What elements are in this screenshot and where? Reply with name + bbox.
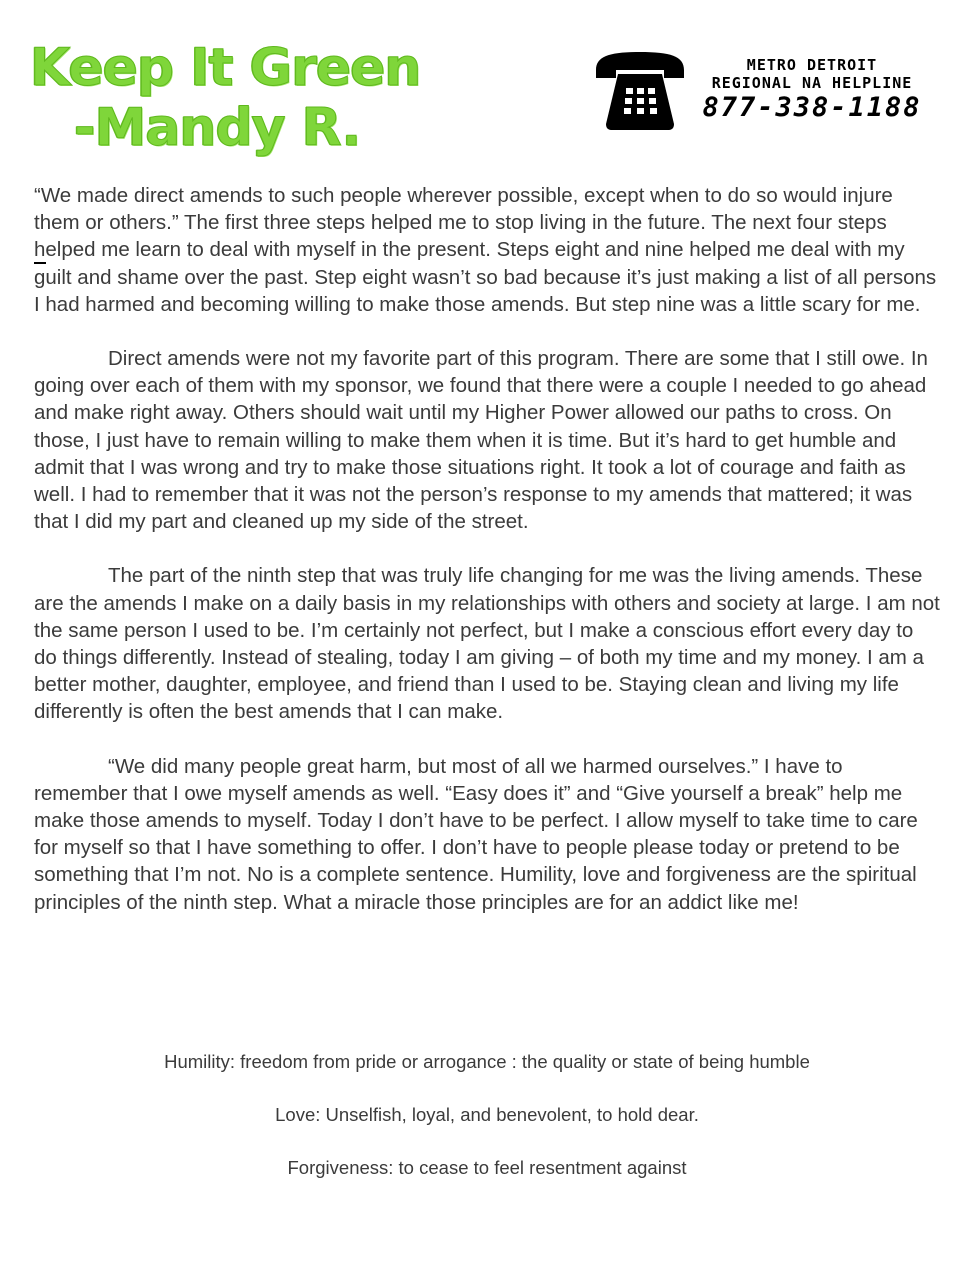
definitions-list (34, 1048, 940, 1207)
title-author: -Mandy R. (74, 98, 361, 158)
telephone-icon (590, 48, 690, 132)
newsletter-title (30, 38, 450, 158)
article-paragraph-1: “We made direct amends to such people wherever possible, except when to do so would injure them or others.” The first three steps helped me to stop living in the future. The next four steps helped me learn to deal with myself in the present. Steps eight and nine helped me deal with my guilt and shame over the past. Step eight wasn’t so bad because it’s just making a list of all persons I had harmed and becoming willing to make those amends. But step nine was a little scary for me. (34, 184, 937, 316)
helpline-label: REGIONAL NA HELPLINE (711, 74, 913, 92)
definition-humility: Humility: freedom from pride or arrogance : the quality or state of being humble (164, 1051, 810, 1072)
article-paragraph-2: Direct amends were not my favorite part of this program. There are some that I still owe. In going over each of them with my sponsor, we found that there were a couple I needed to go ahead and make right away. Others should wait until my Higher Power allowed our paths to cross. On those, I just have to remain willing to make them when it is time. But it’s hard to get humble and admit that I was wrong and try to make those situations right. It took a lot of courage and faith as well. I had to remember that it was not the person’s response to my amends that mattered; it was that I did my part and cleaned up my side of the street. (34, 347, 928, 534)
title-keep-it-green: Keep It Green (30, 38, 421, 98)
article-body (34, 182, 940, 943)
article-paragraph-3: The part of the ninth step that was truly life changing for me was the living amends. These are the amends I make on a daily basis in my relationships with others and society at large. I am not the same person I used to be. I’m certainly not perfect, but I make a conscious effort every day to do things differently. Instead of stealing, today I am giving – of both my time and my money. I am a better mother, daughter, employee, and friend than I used to be. Staying clean and living my life differently is often the best amends that I can make. (34, 564, 940, 724)
helpline-block (590, 48, 930, 138)
helpline-phone-number: 877-338-1188 (702, 92, 922, 123)
definition-love: Love: Unselfish, loyal, and benevolent, to hold dear. (275, 1104, 699, 1125)
article-paragraph-4: “We did many people great harm, but most of all we harmed ourselves.” I have to remember that I owe myself amends as well. “Easy does it” and “Give yourself a break” help me make those amends to myself. Today I don’t have to be perfect. I allow myself to take time to care for myself so that I have something to offer. I don’t have to people please today or pretend to be something that I’m not. No is a complete sentence. Humility, love and forgiveness are the spiritual principles of the ninth step. What a miracle those principles are for an addict like me! (34, 754, 918, 914)
helpline-region: METRO DETROIT (746, 56, 878, 74)
definition-forgiveness: Forgiveness: to cease to feel resentment against (287, 1157, 687, 1178)
helpline-text (702, 56, 922, 124)
